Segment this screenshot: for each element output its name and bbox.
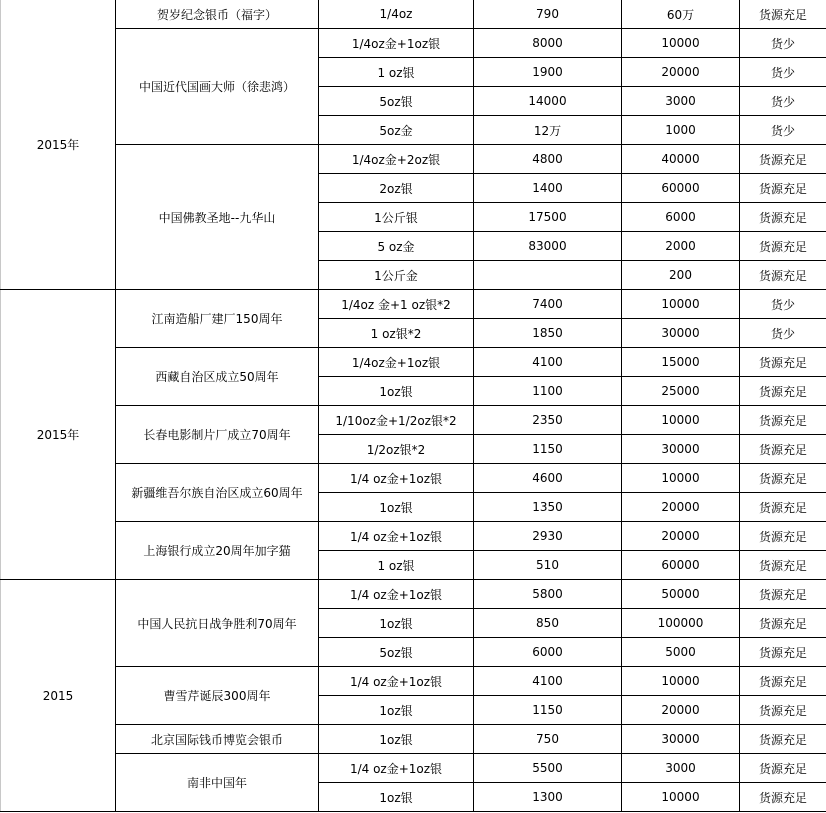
spec-cell: 1/4 oz金+1oz银 (319, 580, 474, 609)
coin-name-cell: 新疆维吾尔族自治区成立60周年 (116, 464, 319, 522)
spec-cell: 2oz银 (319, 174, 474, 203)
spec-cell: 1oz银 (319, 725, 474, 754)
status-cell: 货源充足 (740, 493, 826, 522)
spec-cell: 1/4oz金+1oz银 (319, 29, 474, 58)
status-cell: 货源充足 (740, 667, 826, 696)
mintage-cell: 10000 (622, 406, 740, 435)
mintage-cell: 2000 (622, 232, 740, 261)
status-cell: 货少 (740, 58, 826, 87)
spec-cell: 1公斤金 (319, 261, 474, 290)
year-cell: 2015年 (1, 0, 116, 290)
coin-name-cell: 中国人民抗日战争胜利70周年 (116, 580, 319, 667)
table-body (1, 0, 826, 812)
spec-cell: 5oz金 (319, 116, 474, 145)
mintage-cell: 10000 (622, 290, 740, 319)
coin-name-cell: 中国佛教圣地--九华山 (116, 145, 319, 290)
coin-name-cell: 南非中国年 (116, 754, 319, 812)
price-cell: 17500 (474, 203, 622, 232)
price-cell: 83000 (474, 232, 622, 261)
status-cell: 货源充足 (740, 696, 826, 725)
mintage-cell: 5000 (622, 638, 740, 667)
mintage-cell: 200 (622, 261, 740, 290)
mintage-cell: 20000 (622, 696, 740, 725)
price-cell: 1150 (474, 435, 622, 464)
status-cell: 货源充足 (740, 754, 826, 783)
price-cell (474, 261, 622, 290)
price-cell: 5800 (474, 580, 622, 609)
status-cell: 货少 (740, 290, 826, 319)
coin-name-cell: 西藏自治区成立50周年 (116, 348, 319, 406)
spec-cell: 1oz银 (319, 696, 474, 725)
mintage-cell: 60000 (622, 551, 740, 580)
spec-cell: 1/10oz金+1/2oz银*2 (319, 406, 474, 435)
table-row (1, 348, 826, 377)
status-cell: 货源充足 (740, 203, 826, 232)
spec-cell: 1/4oz 金+1 oz银*2 (319, 290, 474, 319)
spec-cell: 1 oz银*2 (319, 319, 474, 348)
coin-name-cell: 曹雪芹诞辰300周年 (116, 667, 319, 725)
mintage-cell: 10000 (622, 783, 740, 812)
spec-cell: 1/4oz金+2oz银 (319, 145, 474, 174)
spec-cell: 1/4 oz金+1oz银 (319, 522, 474, 551)
price-cell: 790 (474, 0, 622, 29)
price-cell: 1300 (474, 783, 622, 812)
spec-cell: 1oz银 (319, 609, 474, 638)
status-cell: 货源充足 (740, 522, 826, 551)
mintage-cell: 15000 (622, 348, 740, 377)
price-cell: 4100 (474, 667, 622, 696)
price-cell: 750 (474, 725, 622, 754)
coin-name-cell: 长春电影制片厂成立70周年 (116, 406, 319, 464)
price-cell: 5500 (474, 754, 622, 783)
spec-cell: 1/2oz银*2 (319, 435, 474, 464)
price-cell: 1400 (474, 174, 622, 203)
table-row (1, 464, 826, 493)
price-cell: 1150 (474, 696, 622, 725)
table-row (1, 0, 826, 29)
price-cell: 12万 (474, 116, 622, 145)
status-cell: 货源充足 (740, 580, 826, 609)
status-cell: 货源充足 (740, 0, 826, 29)
status-cell: 货少 (740, 87, 826, 116)
table-row (1, 29, 826, 58)
status-cell: 货源充足 (740, 609, 826, 638)
status-cell: 货源充足 (740, 348, 826, 377)
mintage-cell: 6000 (622, 203, 740, 232)
price-cell: 1100 (474, 377, 622, 406)
coin-name-cell: 中国近代国画大师（徐悲鸿） (116, 29, 319, 145)
mintage-cell: 30000 (622, 435, 740, 464)
price-cell: 7400 (474, 290, 622, 319)
spec-cell: 1/4 oz金+1oz银 (319, 667, 474, 696)
status-cell: 货源充足 (740, 406, 826, 435)
price-cell: 6000 (474, 638, 622, 667)
price-cell: 1900 (474, 58, 622, 87)
coin-name-cell: 上海银行成立20周年加字猫 (116, 522, 319, 580)
status-cell: 货源充足 (740, 145, 826, 174)
status-cell: 货少 (740, 116, 826, 145)
table-row (1, 406, 826, 435)
spec-cell: 1/4 oz金+1oz银 (319, 754, 474, 783)
spec-cell: 1 oz银 (319, 58, 474, 87)
mintage-cell: 60000 (622, 174, 740, 203)
price-cell: 850 (474, 609, 622, 638)
mintage-cell: 1000 (622, 116, 740, 145)
status-cell: 货源充足 (740, 551, 826, 580)
spec-cell: 1/4 oz金+1oz银 (319, 464, 474, 493)
table-row (1, 667, 826, 696)
mintage-cell: 20000 (622, 522, 740, 551)
mintage-cell: 40000 (622, 145, 740, 174)
price-cell: 4800 (474, 145, 622, 174)
table-row (1, 522, 826, 551)
table-row (1, 145, 826, 174)
status-cell: 货源充足 (740, 377, 826, 406)
price-cell: 1850 (474, 319, 622, 348)
mintage-cell: 10000 (622, 29, 740, 58)
price-cell: 2350 (474, 406, 622, 435)
spec-cell: 1/4oz (319, 0, 474, 29)
status-cell: 货源充足 (740, 174, 826, 203)
coin-name-cell: 贺岁纪念银币（福字） (116, 0, 319, 29)
price-cell: 510 (474, 551, 622, 580)
table-row (1, 580, 826, 609)
spec-cell: 1oz银 (319, 377, 474, 406)
status-cell: 货源充足 (740, 783, 826, 812)
coin-name-cell: 北京国际钱币博览会银币 (116, 725, 319, 754)
mintage-cell: 20000 (622, 493, 740, 522)
status-cell: 货源充足 (740, 232, 826, 261)
table-row (1, 725, 826, 754)
mintage-cell: 3000 (622, 87, 740, 116)
spec-cell: 1公斤银 (319, 203, 474, 232)
year-cell: 2015年 (1, 290, 116, 580)
status-cell: 货源充足 (740, 725, 826, 754)
mintage-cell: 30000 (622, 319, 740, 348)
mintage-cell: 20000 (622, 58, 740, 87)
mintage-cell: 10000 (622, 667, 740, 696)
price-cell: 4600 (474, 464, 622, 493)
spec-cell: 1oz银 (319, 783, 474, 812)
price-cell: 4100 (474, 348, 622, 377)
status-cell: 货源充足 (740, 638, 826, 667)
year-cell: 2015 (1, 580, 116, 812)
mintage-cell: 25000 (622, 377, 740, 406)
spec-cell: 1/4oz金+1oz银 (319, 348, 474, 377)
status-cell: 货少 (740, 319, 826, 348)
status-cell: 货源充足 (740, 261, 826, 290)
spec-cell: 5oz银 (319, 87, 474, 116)
mintage-cell: 30000 (622, 725, 740, 754)
status-cell: 货少 (740, 29, 826, 58)
mintage-cell: 100000 (622, 609, 740, 638)
status-cell: 货源充足 (740, 435, 826, 464)
price-cell: 2930 (474, 522, 622, 551)
coin-name-cell: 江南造船厂建厂150周年 (116, 290, 319, 348)
mintage-cell: 50000 (622, 580, 740, 609)
mintage-cell: 10000 (622, 464, 740, 493)
mintage-cell: 3000 (622, 754, 740, 783)
spec-cell: 5oz银 (319, 638, 474, 667)
spec-cell: 5 oz金 (319, 232, 474, 261)
table-row (1, 754, 826, 783)
price-cell: 14000 (474, 87, 622, 116)
price-cell: 1350 (474, 493, 622, 522)
spec-cell: 1 oz银 (319, 551, 474, 580)
spec-cell: 1oz银 (319, 493, 474, 522)
mintage-cell: 60万 (622, 0, 740, 29)
price-cell: 8000 (474, 29, 622, 58)
table-row (1, 290, 826, 319)
status-cell: 货源充足 (740, 464, 826, 493)
